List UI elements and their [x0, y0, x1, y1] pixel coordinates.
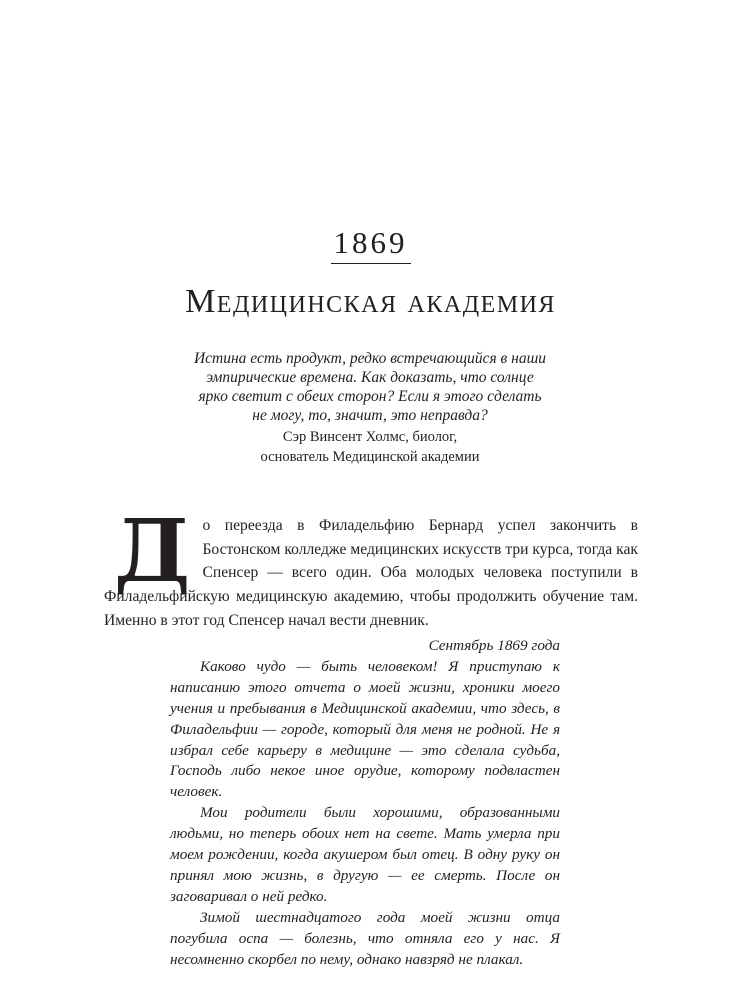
drop-cap: Д [114, 501, 191, 602]
epigraph-author-line2: основатель Медицинской академии [260, 448, 480, 465]
diary-paragraph: Каково чудо — быть человеком! Я приступаю к написанию этого отчета о моей жизни, хроники моего учения и пребывания в Медицинской академии, что здесь, в Филадельфии — городе, который для меня не родной. Не я избрал себе карьеру в медицине — это сделала судьба, Господь либо некое иное орудие, которому подвластен человек. [170, 657, 560, 801]
chapter-title: Медицинская академия [185, 283, 556, 320]
epigraph [190, 349, 550, 467]
diary-entry [170, 636, 560, 971]
body-paragraph-text: о переезда в Филадельфию Бернард успел закончить в Бостонском колледже медицинских искусств три курса, тогда как Спенсер — всего один. Оба молодых человека поступили в Филадельфийскую медицинскую академию, чтобы продолжить обучение там. Именно в этот год Спенсер начал вести дневник. [104, 517, 638, 629]
body-paragraph [104, 501, 638, 633]
chapter-year: 1869 [333, 225, 408, 260]
epigraph-author-line1: Сэр Винсент Холмс, биолог, [282, 429, 458, 445]
year-underline [331, 263, 411, 264]
epigraph-author [190, 428, 550, 467]
diary-paragraph: Мои родители были хорошими, образованными людьми, но теперь обоих нет на свете. Мать умерла при моем рождении, когда акушером был отец. В одну руку он принял мою жизнь, в другую — ее смерть. После он заговаривал о ней редко. [170, 804, 560, 905]
diary-paragraph: Зимой шестнадцатого года моей жизни отца погубила оспа — болезнь, что отняла его у нас. Я несомненно скорбел по нему, однако навзряд не плакал. [170, 908, 560, 968]
diary-date: Сентябрь 1869 года [428, 637, 560, 654]
epigraph-text: Истина есть продукт, редко встречающийся в наши эмпирические времена. Как доказать, что солнце ярко светит с обеих сторон? Если я этого сделать не могу, то, значит, это неправда? [193, 350, 547, 424]
